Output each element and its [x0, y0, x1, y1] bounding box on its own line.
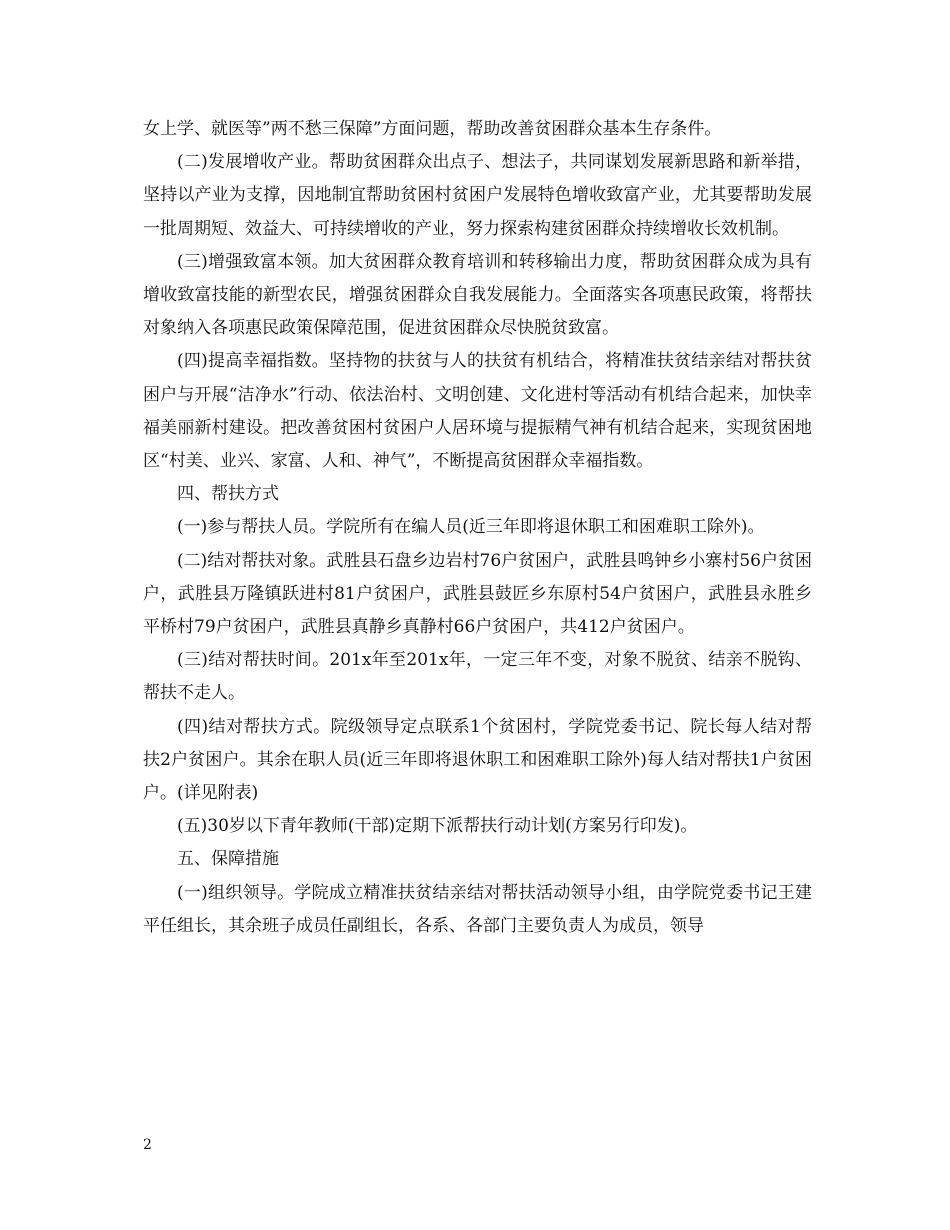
paragraph: (四)结对帮扶方式。院级领导定点联系1个贫困村，学院党委书记、院长每人结对帮扶2户贫困户。其余在职人员(近三年即将退休职工和困难职工除外)每人结对帮扶1户贫困户。(详见附表) [143, 716, 812, 804]
paragraph: (二)结对帮扶对象。武胜县石盘乡边岩村76户贫困户，武胜县鸣钟乡小寨村56户贫困户，武胜县万隆镇跃进村81户贫困户，武胜县鼓匠乡东原村54户贫困户，武胜县永胜乡平桥村79户贫困户，武胜县真静乡真静村66户贫困户，共412户贫困户。 [143, 550, 812, 638]
paragraph: (一)参与帮扶人员。学院所有在编人员(近三年即将退休职工和困难职工除外)。 [177, 517, 765, 538]
paragraph: 五、保障措施 [177, 849, 279, 870]
paragraph: 四、帮扶方式 [177, 484, 279, 505]
paragraph: (三)增强致富本领。加大贫困群众教育培训和转移输出力度，帮助贫困群众成为具有增收致富技能的新型农民，增强贫困群众自我发展能力。全面落实各项惠民政策，将帮扶对象纳入各项惠民政策保障范围，促进贫困群众尽快脱贫致富。 [143, 251, 812, 339]
paragraph: (三)结对帮扶时间。201x年至201x年，一定三年不变，对象不脱贫、结亲不脱钩、帮扶不走人。 [143, 650, 812, 704]
paragraph: (五)30岁以下青年教师(干部)定期下派帮扶行动计划(方案另行印发)。 [177, 816, 698, 837]
paragraph: 女上学、就医等”两不愁三保障”方面问题，帮助改善贫困群众基本生存条件。 [143, 119, 722, 139]
paragraph: (四)提高幸福指数。坚持物的扶贫与人的扶贫有机结合，将精准扶贫结亲结对帮扶贫困户与开展“洁净水”行动、依法治村、文明创建、文化进村等活动有机结合起来，加快幸福美丽新村建设。把改善贫困村贫困户人居环境与提振精气神有机结合起来，实现贫困地区“村美、业兴、家富、人和、神气”，不断提高贫困群众幸福指数。 [143, 351, 812, 472]
page-number: 2 [143, 1137, 152, 1153]
body-text [143, 113, 812, 943]
paragraph: (二)发展增收产业。帮助贫困群众出点子、想法子，共同谋划发展新思路和新举措，坚持以产业为支撑，因地制宜帮助贫困村贫困户发展特色增收致富产业，尤其要帮助发展一批周期短、效益大、可持续增收的产业，努力探索构建贫困群众持续增收长效机制。 [143, 152, 812, 239]
paragraph: (一)组织领导。学院成立精准扶贫结亲结对帮扶活动领导小组，由学院党委书记王建平任组长，其余班子成员任副组长，各系、各部门主要负责人为成员，领导 [143, 882, 812, 936]
